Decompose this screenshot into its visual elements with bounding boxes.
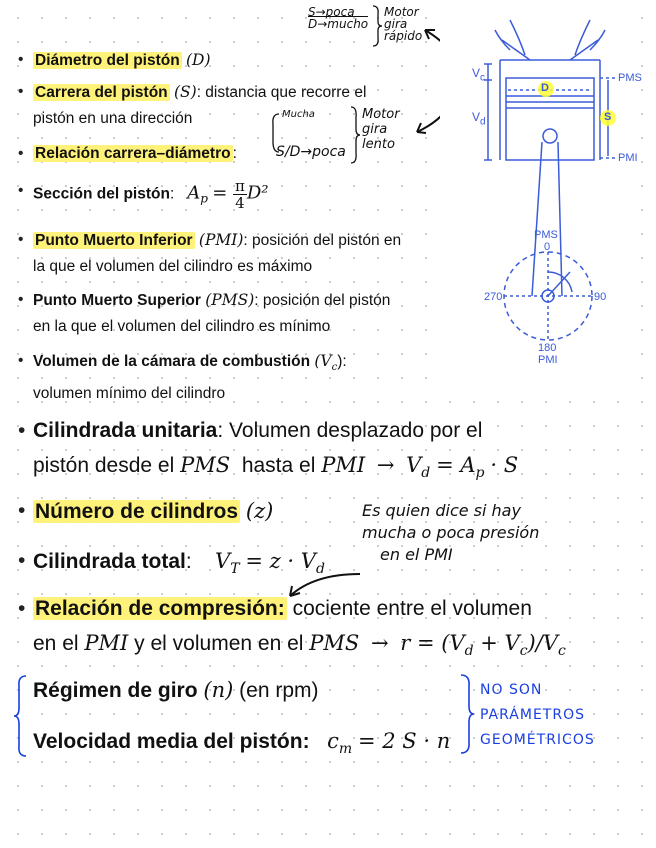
cil-total-sep: : — [185, 550, 192, 573]
note-top — [308, 6, 368, 30]
cil-total-fsub: T — [230, 561, 240, 578]
bullet: • — [18, 83, 24, 100]
regimen-unit: (en rpm) — [239, 679, 319, 702]
note-top2: D→mucho — [308, 17, 369, 31]
volumen-sym: (V — [314, 352, 332, 370]
num-cil-sym: (z) — [245, 499, 274, 523]
bullet: • — [18, 145, 24, 162]
label-pmi2: PMI — [538, 354, 558, 366]
rel-comp-fplus: + V — [473, 631, 520, 655]
label-180: 180 — [538, 342, 557, 354]
cil-total-feq: = z · V — [245, 549, 316, 573]
fraction-denominator: 4 — [235, 194, 245, 212]
rel-comp-l2b: y el volumen en el — [134, 632, 304, 655]
cil-unit-fsub2: p — [475, 465, 485, 482]
note-blue2: PARÁMETROS — [480, 707, 585, 723]
note-mid-motor — [362, 107, 400, 152]
item-relacion — [18, 141, 237, 167]
note-blue1: NO SON — [480, 682, 543, 698]
item-seccion: • Sección del pistón: $A_p$ = $\frac{\pi}{4}$ D² — [18, 177, 269, 212]
velocidad-fsub: m — [338, 741, 353, 758]
note-mid2: Motor — [362, 107, 400, 122]
item-velocidad — [18, 724, 450, 766]
item-volumen — [18, 348, 347, 407]
bullet: • — [18, 291, 24, 308]
item-carrera — [18, 79, 366, 132]
volumen-label: Volumen de la cámara de combustión — [33, 353, 311, 370]
cil-unit-pms: PMS — [180, 453, 231, 477]
pms-desc: : posición del pistón — [254, 292, 391, 309]
note-brace-mid — [348, 105, 362, 165]
note-blue — [480, 678, 595, 753]
label-vd: $V_d$ — [472, 110, 486, 128]
rel-comp-l2a: en el — [33, 632, 79, 655]
fraction-numerator: π — [235, 177, 245, 195]
bullet: • — [18, 182, 24, 199]
cil-unit-l2a: pistón desde el — [33, 454, 175, 477]
cil-total-label: Cilindrada total — [33, 550, 186, 573]
arrow-icon: → — [376, 453, 395, 477]
bullet: • — [18, 499, 26, 522]
label-zero: 0 — [544, 241, 551, 253]
cil-unit-l2b: hasta el — [241, 454, 316, 477]
note-presion1: Es quien dice si hay — [362, 501, 521, 520]
pmi-sym: (PMI) — [198, 231, 244, 249]
volumen-symclose: ): — [337, 353, 347, 370]
item-numero-cilindros — [18, 494, 273, 529]
note-top5: rápido — [384, 29, 423, 43]
seccion-sub: p — [200, 191, 208, 206]
item-regimen — [18, 673, 319, 708]
pms-desc2: en la que el volumen del cilindro es mínimo — [33, 318, 331, 335]
carrera-desc2: pistón en una dirección — [33, 110, 193, 127]
carrera-desc: : distancia que recorre el — [196, 84, 367, 101]
diametro-sym: (D) — [186, 51, 211, 69]
rel-comp-f: r = (V — [400, 631, 465, 655]
bullet: • — [18, 352, 24, 369]
note-presion3: en el PMI — [380, 545, 453, 564]
cil-unit-label: Cilindrada unitaria — [33, 419, 218, 442]
item-pmi — [18, 227, 401, 280]
bullet: • — [18, 549, 26, 572]
cil-total-fsub2: d — [315, 561, 325, 578]
rel-comp-fs1: d — [464, 643, 474, 660]
label-pmi: PMI — [618, 152, 638, 164]
velocidad-f: c — [327, 729, 339, 753]
note-presion2: mucha o poca presión — [362, 523, 540, 542]
cil-unit-feq: = A — [436, 453, 476, 477]
num-cil-label: Número de cilindros — [35, 500, 239, 523]
carrera-sym: (S) — [173, 83, 197, 101]
velocidad-feq: = 2 S · n — [357, 729, 451, 753]
label-270: 270 — [484, 291, 503, 303]
pmi-desc: : posición del pistón en — [243, 232, 402, 249]
cil-unit-f1sub: d — [421, 465, 431, 482]
note-brace — [370, 4, 384, 48]
cil-unit-ftail: · S — [490, 453, 519, 477]
label-pms: PMS — [618, 72, 642, 84]
bullet: • — [18, 419, 26, 442]
rel-comp-label: Relación de compresión: — [35, 597, 285, 620]
rel-comp-fs2: c — [519, 643, 528, 660]
label-d: D — [541, 82, 549, 94]
note-top3: Motor — [384, 5, 419, 19]
note-blue3: GEOMÉTRICOS — [480, 732, 595, 748]
item-cilindrada-total — [18, 544, 325, 586]
cil-unit-desc: : Volumen desplazado por el — [217, 419, 483, 442]
note-mid3: gira — [362, 122, 388, 137]
note-top4: gira — [384, 17, 408, 31]
seccion-fraction — [233, 178, 247, 211]
label-pms2: PMS — [534, 229, 558, 241]
pmi-desc2: la que el volumen del cilindro es máximo — [33, 258, 313, 275]
note-top1: S→poca — [308, 5, 355, 19]
item-relacion-compresion — [18, 592, 566, 668]
engine-diagram — [440, 0, 640, 380]
note-mid0: Mucha — [282, 109, 315, 120]
seccion-formula: A — [187, 182, 201, 204]
regimen-label: Régimen de giro — [33, 679, 198, 702]
rel-comp-pmi: PMI — [84, 631, 129, 655]
arrow-icon: → — [370, 631, 389, 655]
seccion-tail: D² — [246, 182, 269, 204]
seccion-label: Sección del pistón — [33, 185, 170, 203]
volumen-symsub: c — [331, 362, 338, 374]
bullet: • — [18, 51, 24, 68]
pms-label: Punto Muerto Superior — [33, 292, 201, 309]
item-pms — [18, 287, 390, 340]
seccion-eq: = — [212, 182, 233, 204]
cil-unit-f1: V — [406, 453, 422, 477]
note-presion — [362, 500, 539, 566]
label-90: 90 — [594, 291, 607, 303]
cil-total-f: V — [215, 549, 231, 573]
label-vc: $V_c$ — [472, 66, 486, 84]
piston-diagram — [440, 0, 640, 380]
relacion-label: Relación carrera–diámetro — [35, 145, 231, 162]
note-mid1: S/D→poca — [276, 144, 346, 160]
cil-unit-pmi: PMI — [321, 453, 366, 477]
pms-sym: (PMS) — [205, 291, 255, 309]
volumen-desc2: volumen mínimo del cilindro — [33, 385, 226, 403]
pmi-label: Punto Muerto Inferior — [35, 232, 193, 249]
bullet: • — [18, 231, 24, 248]
rel-comp-fclose: )/V — [527, 631, 558, 655]
left-brace — [12, 672, 32, 760]
velocidad-label: Velocidad media del pistón: — [33, 730, 310, 753]
relacion-sep: : — [232, 145, 237, 162]
regimen-sym: (n) — [203, 678, 234, 702]
diametro-label: Diámetro del pistón — [35, 52, 180, 69]
carrera-label: Carrera del pistón — [35, 84, 168, 101]
rel-comp-desc: cociente entre el volumen — [292, 597, 532, 620]
item-diametro — [18, 47, 211, 74]
item-cilindrada-unitaria — [18, 414, 518, 490]
blue-brace — [458, 672, 476, 756]
bullet: • — [18, 597, 26, 620]
rel-comp-fs3: c — [557, 643, 566, 660]
note-mid4: lento — [362, 137, 395, 152]
label-s: S — [604, 111, 612, 123]
presion-arrow — [284, 560, 364, 602]
rel-comp-pms: PMS — [309, 631, 360, 655]
